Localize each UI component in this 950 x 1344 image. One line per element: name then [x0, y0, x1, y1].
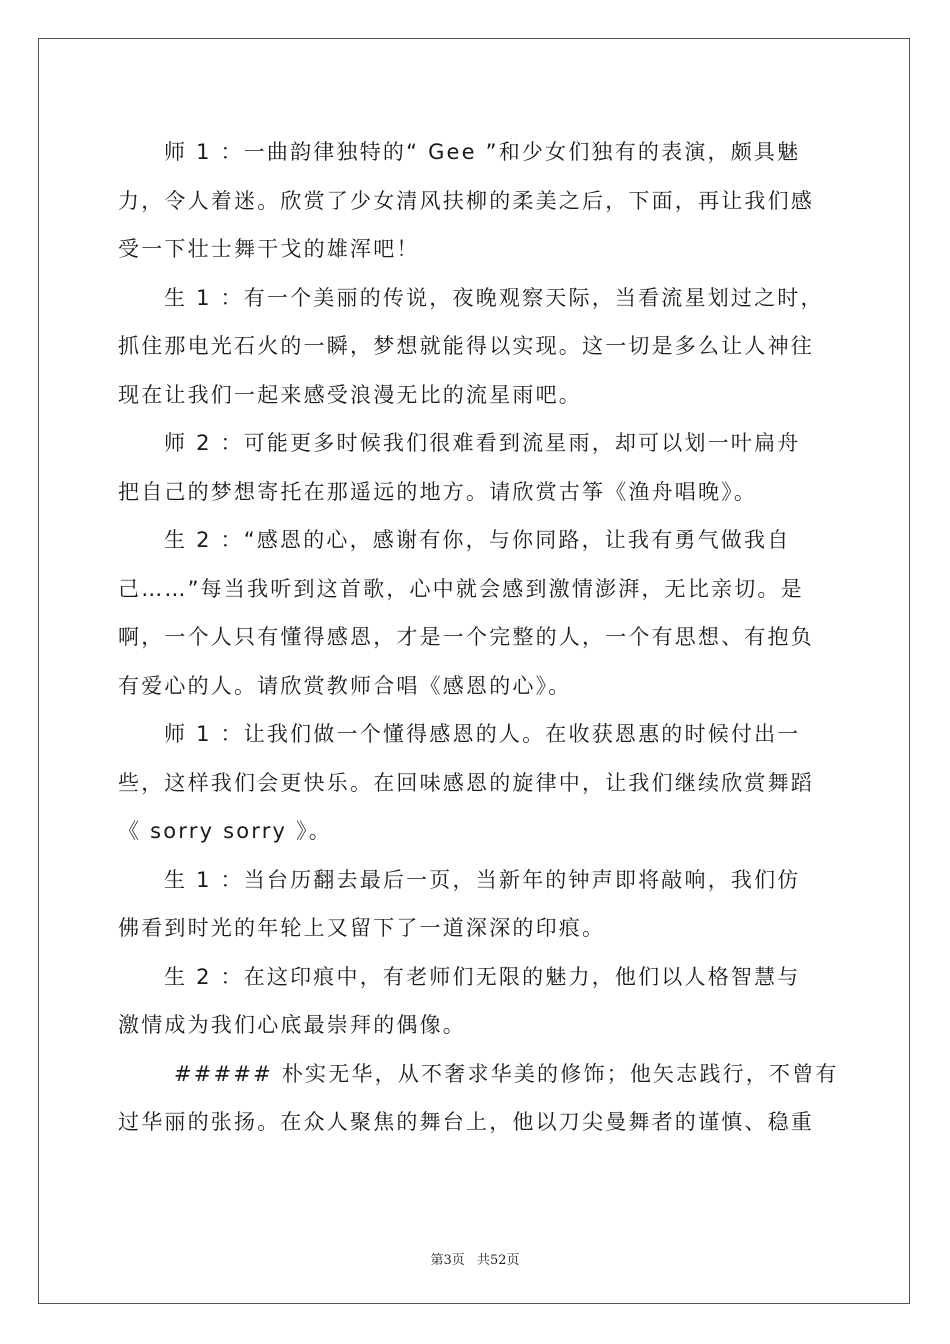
paragraph-line: 生 2 ：“感恩的心，感谢有你，与你同路，让我有勇气做我自 — [164, 528, 791, 552]
paragraph-line: 现在让我们一起来感受浪漫无比的流星雨吧。 — [118, 382, 582, 407]
paragraph-line: 师 1 ：一曲韵律独特的“ Gee ”和少女们独有的表演，颇具魅 — [164, 140, 801, 164]
paragraph-line: ##### 朴实无华，从不奢求华美的修饰；他矢志践行，不曾有 — [174, 1061, 839, 1086]
paragraph-line: 些，这样我们会更快乐。在回味感恩的旋律中，让我们继续欣赏舞蹈 — [118, 770, 814, 795]
paragraph-line: 师 2 ：可能更多时候我们很难看到流星雨，却可以划一叶扁舟 — [164, 431, 801, 455]
paragraph-line: 抓住那电光石火的一瞬，梦想就能得以实现。这一切是多么让人神往 — [118, 334, 814, 358]
paragraph-line: 《 sorry sorry 》。 — [118, 819, 332, 843]
paragraph-line: 生 2 ：在这印痕中，有老师们无限的魅力，他们以人格智慧与 — [164, 964, 801, 989]
paragraph-line: 有爱心的人。请欣赏教师合唱《感恩的心》。 — [118, 673, 572, 698]
paragraph-line: 受一下壮士舞干戈的雄浑吧！ — [118, 237, 420, 261]
paragraph-line: 过华丽的张扬。在众人聚焦的舞台上，他以刀尖曼舞者的谨慎、稳重 — [118, 1110, 814, 1134]
paragraph-line: 激情成为我们心底最崇拜的偶像。 — [118, 1013, 466, 1037]
paragraph-line: 生 1 ：有一个美丽的传说，夜晚观察天际，当看流星划过之时， — [164, 285, 824, 310]
paragraph-line: 佛看到时光的年轮上又留下了一道深深的印痕。 — [118, 916, 606, 940]
page-total: 共52页 — [476, 1253, 520, 1268]
paragraph-line: 己……”每当我听到这首歌，心中就会感到激情澎湃，无比亲切。是 — [118, 576, 804, 601]
page-footer — [0, 1249, 950, 1268]
document-body — [118, 128, 839, 1147]
page-number: 第3页 — [430, 1253, 465, 1268]
paragraph-line: 把自己的梦想寄托在那遥远的地方。请欣赏古筝《渔舟唱晚》。 — [118, 479, 758, 504]
paragraph-line: 力，令人着迷。欣赏了少女清风扶柳的柔美之后，下面，再让我们感 — [118, 188, 814, 213]
paragraph-line: 师 1 ：让我们做一个懂得感恩的人。在收获恩惠的时候付出一 — [164, 722, 801, 746]
paragraph-line: 啊，一个人只有懂得感恩，才是一个完整的人，一个有思想、有抱负 — [118, 625, 814, 649]
paragraph-line: 生 1 ：当台历翻去最后一页，当新年的钟声即将敲响，我们仿 — [164, 867, 801, 892]
